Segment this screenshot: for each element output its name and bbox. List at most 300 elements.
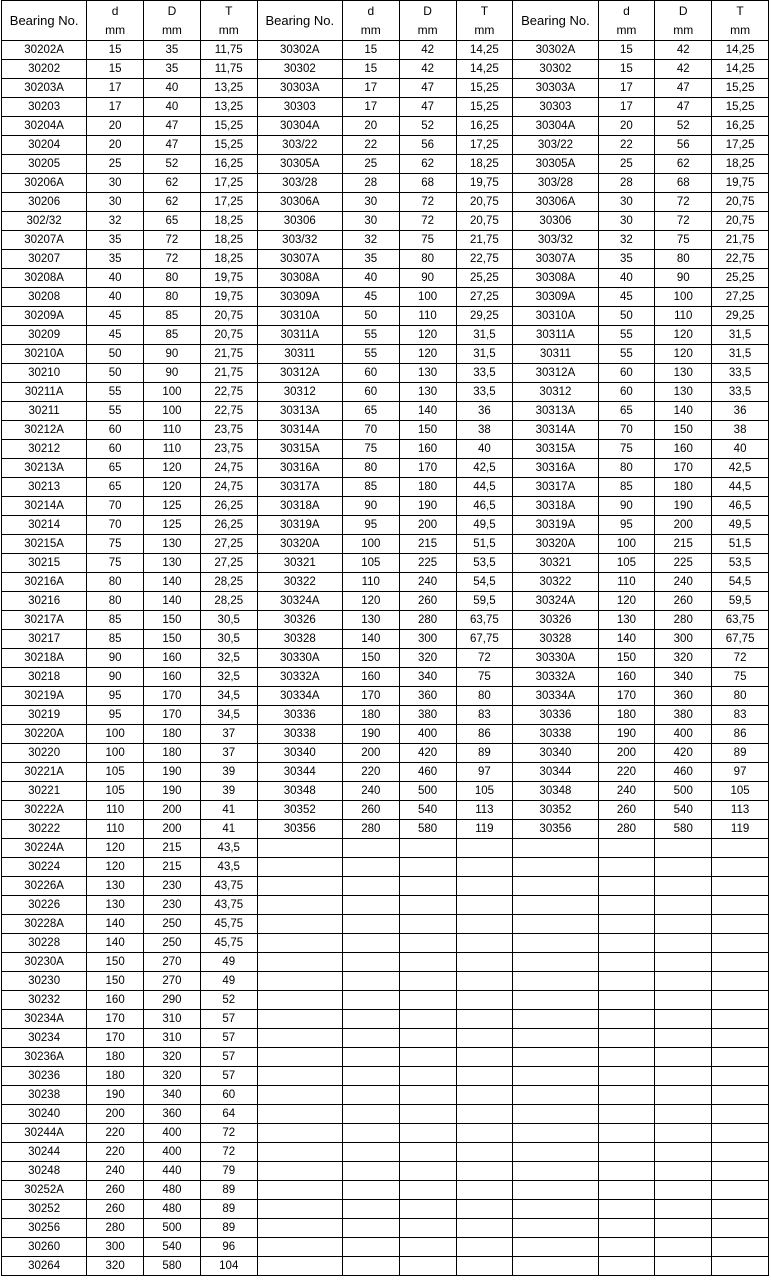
- table-row: [2, 573, 769, 592]
- cell-D: 380: [655, 706, 712, 725]
- cell-T: 20,75: [456, 212, 513, 231]
- cell-T: 18,25: [200, 212, 257, 231]
- cell-D: 80: [399, 250, 456, 269]
- empty-cell: [712, 934, 769, 953]
- empty-cell: [655, 1105, 712, 1124]
- cell-bearing-no: 30202A: [2, 41, 87, 60]
- cell-d: 20: [87, 136, 144, 155]
- empty-cell: [342, 1010, 399, 1029]
- empty-cell: [598, 1219, 655, 1238]
- empty-cell: [513, 896, 598, 915]
- cell-D: 400: [655, 725, 712, 744]
- cell-d: 110: [598, 573, 655, 592]
- cell-T: 43,5: [200, 858, 257, 877]
- empty-cell: [257, 1143, 342, 1162]
- header-width: [456, 1, 513, 41]
- cell-d: 90: [87, 668, 144, 687]
- cell-d: 75: [87, 535, 144, 554]
- cell-T: 97: [712, 763, 769, 782]
- header-D-label: D: [167, 3, 177, 18]
- empty-cell: [257, 1219, 342, 1238]
- cell-D: 130: [144, 554, 201, 573]
- cell-bearing-no: 30305A: [257, 155, 342, 174]
- cell-d: 140: [87, 915, 144, 934]
- cell-T: 18,25: [200, 250, 257, 269]
- cell-d: 55: [598, 345, 655, 364]
- cell-d: 28: [598, 174, 655, 193]
- cell-T: 79: [200, 1162, 257, 1181]
- cell-bearing-no: 30302: [257, 60, 342, 79]
- cell-d: 55: [342, 326, 399, 345]
- cell-T: 42,5: [712, 459, 769, 478]
- cell-D: 240: [399, 573, 456, 592]
- cell-bearing-no: 30312A: [257, 364, 342, 383]
- cell-bearing-no: 303/28: [513, 174, 598, 193]
- cell-T: 18,25: [712, 155, 769, 174]
- cell-D: 540: [399, 801, 456, 820]
- empty-cell: [257, 1200, 342, 1219]
- cell-D: 200: [144, 820, 201, 839]
- cell-D: 62: [144, 174, 201, 193]
- cell-D: 100: [144, 383, 201, 402]
- cell-bearing-no: 30344: [257, 763, 342, 782]
- cell-D: 215: [399, 535, 456, 554]
- cell-D: 35: [144, 41, 201, 60]
- empty-cell: [399, 915, 456, 934]
- cell-d: 15: [87, 41, 144, 60]
- empty-cell: [513, 1010, 598, 1029]
- table-row: [2, 269, 769, 288]
- cell-d: 220: [87, 1124, 144, 1143]
- cell-bearing-no: 30315A: [257, 440, 342, 459]
- cell-D: 90: [144, 345, 201, 364]
- cell-T: 31,5: [712, 326, 769, 345]
- cell-D: 320: [655, 649, 712, 668]
- cell-T: 22,75: [456, 250, 513, 269]
- empty-cell: [712, 1200, 769, 1219]
- empty-cell: [513, 1143, 598, 1162]
- cell-bearing-no: 30306: [257, 212, 342, 231]
- empty-cell: [712, 1029, 769, 1048]
- cell-bearing-no: 30215A: [2, 535, 87, 554]
- cell-T: 89: [456, 744, 513, 763]
- cell-d: 85: [87, 630, 144, 649]
- cell-d: 60: [598, 383, 655, 402]
- cell-T: 119: [712, 820, 769, 839]
- empty-cell: [513, 858, 598, 877]
- cell-bearing-no: 30217A: [2, 611, 87, 630]
- cell-bearing-no: 30236A: [2, 1048, 87, 1067]
- cell-d: 140: [598, 630, 655, 649]
- cell-D: 56: [655, 136, 712, 155]
- empty-cell: [456, 1029, 513, 1048]
- cell-bearing-no: 303/22: [513, 136, 598, 155]
- cell-d: 220: [598, 763, 655, 782]
- cell-T: 44,5: [456, 478, 513, 497]
- cell-D: 580: [399, 820, 456, 839]
- cell-bearing-no: 30308A: [513, 269, 598, 288]
- empty-cell: [399, 1181, 456, 1200]
- empty-cell: [598, 1086, 655, 1105]
- table-row: [2, 1181, 769, 1200]
- empty-cell: [513, 1105, 598, 1124]
- cell-T: 22,75: [200, 402, 257, 421]
- cell-bearing-no: 30221: [2, 782, 87, 801]
- cell-D: 360: [399, 687, 456, 706]
- cell-bearing-no: 30205: [2, 155, 87, 174]
- cell-d: 90: [598, 497, 655, 516]
- cell-T: 57: [200, 1029, 257, 1048]
- header-outer-diameter: [399, 1, 456, 41]
- cell-D: 130: [144, 535, 201, 554]
- empty-cell: [456, 1143, 513, 1162]
- table-row: [2, 1238, 769, 1257]
- cell-bearing-no: 30228A: [2, 915, 87, 934]
- cell-d: 200: [598, 744, 655, 763]
- cell-T: 38: [456, 421, 513, 440]
- empty-cell: [598, 1181, 655, 1200]
- cell-D: 40: [144, 98, 201, 117]
- cell-T: 80: [456, 687, 513, 706]
- empty-cell: [598, 896, 655, 915]
- cell-d: 160: [342, 668, 399, 687]
- header-d-label: d: [367, 3, 375, 18]
- cell-d: 17: [87, 79, 144, 98]
- table-row: [2, 934, 769, 953]
- cell-d: 130: [598, 611, 655, 630]
- empty-cell: [712, 877, 769, 896]
- cell-T: 21,75: [200, 345, 257, 364]
- header-bearing-no-label: Bearing No.: [265, 13, 335, 28]
- cell-D: 62: [655, 155, 712, 174]
- cell-T: 67,75: [712, 630, 769, 649]
- empty-cell: [712, 1257, 769, 1276]
- empty-cell: [342, 858, 399, 877]
- table-row: [2, 174, 769, 193]
- empty-cell: [513, 1067, 598, 1086]
- empty-cell: [399, 1029, 456, 1048]
- cell-d: 40: [87, 269, 144, 288]
- cell-D: 140: [144, 592, 201, 611]
- table-row: [2, 307, 769, 326]
- cell-bearing-no: 30313A: [257, 402, 342, 421]
- cell-bearing-no: 30252: [2, 1200, 87, 1219]
- cell-d: 80: [87, 592, 144, 611]
- table-row: [2, 611, 769, 630]
- table-row: [2, 953, 769, 972]
- empty-cell: [513, 1086, 598, 1105]
- cell-T: 33,5: [456, 364, 513, 383]
- cell-bearing-no: 30314A: [257, 421, 342, 440]
- cell-D: 47: [655, 79, 712, 98]
- cell-bearing-no: 30216A: [2, 573, 87, 592]
- empty-cell: [456, 991, 513, 1010]
- cell-bearing-no: 30256: [2, 1219, 87, 1238]
- cell-D: 230: [144, 896, 201, 915]
- cell-bearing-no: 30211: [2, 402, 87, 421]
- cell-bearing-no: 30336: [257, 706, 342, 725]
- cell-bearing-no: 30217: [2, 630, 87, 649]
- cell-bearing-no: 30324A: [257, 592, 342, 611]
- cell-d: 105: [342, 554, 399, 573]
- cell-d: 70: [87, 516, 144, 535]
- table-row: [2, 915, 769, 934]
- cell-bearing-no: 30309A: [257, 288, 342, 307]
- cell-D: 250: [144, 934, 201, 953]
- cell-d: 160: [598, 668, 655, 687]
- cell-T: 43,5: [200, 839, 257, 858]
- cell-D: 150: [144, 630, 201, 649]
- empty-cell: [342, 915, 399, 934]
- empty-cell: [598, 858, 655, 877]
- header-d-label: d: [111, 3, 119, 18]
- cell-T: 89: [200, 1219, 257, 1238]
- cell-T: 49,5: [456, 516, 513, 535]
- header-width: [200, 1, 257, 41]
- empty-cell: [513, 877, 598, 896]
- cell-T: 54,5: [456, 573, 513, 592]
- cell-d: 150: [342, 649, 399, 668]
- cell-bearing-no: 30302A: [257, 41, 342, 60]
- empty-cell: [712, 1238, 769, 1257]
- cell-T: 39: [200, 782, 257, 801]
- cell-d: 180: [598, 706, 655, 725]
- empty-cell: [257, 839, 342, 858]
- cell-d: 30: [87, 174, 144, 193]
- cell-bearing-no: 30307A: [257, 250, 342, 269]
- empty-cell: [513, 1219, 598, 1238]
- cell-D: 340: [399, 668, 456, 687]
- empty-cell: [655, 1181, 712, 1200]
- empty-cell: [655, 1010, 712, 1029]
- cell-d: 20: [598, 117, 655, 136]
- cell-d: 25: [342, 155, 399, 174]
- cell-T: 57: [200, 1048, 257, 1067]
- cell-bearing-no: 30352: [513, 801, 598, 820]
- cell-D: 150: [399, 421, 456, 440]
- table-row: [2, 516, 769, 535]
- cell-T: 41: [200, 820, 257, 839]
- cell-T: 21,75: [712, 231, 769, 250]
- cell-d: 60: [342, 364, 399, 383]
- table-row: [2, 858, 769, 877]
- cell-bearing-no: 30303: [513, 98, 598, 117]
- cell-T: 20,75: [200, 307, 257, 326]
- cell-d: 130: [87, 896, 144, 915]
- empty-cell: [513, 953, 598, 972]
- header-bearing-no-label: Bearing No.: [9, 13, 79, 28]
- cell-D: 190: [144, 782, 201, 801]
- empty-cell: [456, 1238, 513, 1257]
- empty-cell: [342, 1124, 399, 1143]
- cell-D: 85: [144, 307, 201, 326]
- table-row: [2, 345, 769, 364]
- empty-cell: [342, 1162, 399, 1181]
- empty-cell: [257, 1238, 342, 1257]
- cell-D: 85: [144, 326, 201, 345]
- table-row: [2, 554, 769, 573]
- cell-bearing-no: 30214A: [2, 497, 87, 516]
- cell-D: 160: [655, 440, 712, 459]
- cell-bearing-no: 30309A: [513, 288, 598, 307]
- cell-d: 40: [598, 269, 655, 288]
- cell-d: 170: [342, 687, 399, 706]
- table-row: [2, 1257, 769, 1276]
- cell-d: 65: [342, 402, 399, 421]
- empty-cell: [513, 934, 598, 953]
- cell-bearing-no: 30324A: [513, 592, 598, 611]
- cell-D: 160: [144, 668, 201, 687]
- header-bearing-no: [513, 1, 598, 41]
- cell-bearing-no: 30321: [513, 554, 598, 573]
- empty-cell: [456, 1181, 513, 1200]
- empty-cell: [456, 1257, 513, 1276]
- empty-cell: [712, 839, 769, 858]
- cell-T: 13,25: [200, 98, 257, 117]
- cell-d: 30: [342, 212, 399, 231]
- cell-d: 20: [342, 117, 399, 136]
- cell-bearing-no: 30320A: [257, 535, 342, 554]
- table-row: [2, 782, 769, 801]
- cell-d: 35: [342, 250, 399, 269]
- cell-T: 44,5: [712, 478, 769, 497]
- cell-d: 160: [87, 991, 144, 1010]
- cell-D: 240: [655, 573, 712, 592]
- cell-T: 41: [200, 801, 257, 820]
- cell-D: 180: [144, 725, 201, 744]
- cell-D: 42: [655, 41, 712, 60]
- empty-cell: [399, 934, 456, 953]
- header-D-label: D: [678, 3, 688, 18]
- empty-cell: [456, 1105, 513, 1124]
- cell-T: 37: [200, 725, 257, 744]
- cell-T: 49: [200, 953, 257, 972]
- cell-T: 57: [200, 1010, 257, 1029]
- cell-bearing-no: 30234A: [2, 1010, 87, 1029]
- empty-cell: [342, 972, 399, 991]
- empty-cell: [513, 915, 598, 934]
- cell-T: 24,75: [200, 478, 257, 497]
- empty-cell: [655, 1029, 712, 1048]
- cell-bearing-no: 30303: [257, 98, 342, 117]
- cell-bearing-no: 30204: [2, 136, 87, 155]
- empty-cell: [712, 991, 769, 1010]
- cell-D: 280: [655, 611, 712, 630]
- cell-bearing-no: 30306: [513, 212, 598, 231]
- cell-bearing-no: 30214: [2, 516, 87, 535]
- cell-bearing-no: 30322: [257, 573, 342, 592]
- cell-bearing-no: 30328: [257, 630, 342, 649]
- empty-cell: [399, 1162, 456, 1181]
- cell-bearing-no: 303/22: [257, 136, 342, 155]
- table-row: [2, 801, 769, 820]
- table-row: [2, 212, 769, 231]
- cell-D: 260: [655, 592, 712, 611]
- empty-cell: [399, 1238, 456, 1257]
- cell-d: 80: [342, 459, 399, 478]
- cell-d: 150: [598, 649, 655, 668]
- cell-d: 240: [342, 782, 399, 801]
- empty-cell: [342, 1067, 399, 1086]
- empty-cell: [456, 1200, 513, 1219]
- table-row: [2, 1010, 769, 1029]
- cell-bearing-no: 30209A: [2, 307, 87, 326]
- empty-cell: [655, 1067, 712, 1086]
- header-d-unit: mm: [105, 22, 126, 37]
- cell-bearing-no: 30316A: [257, 459, 342, 478]
- empty-cell: [456, 1086, 513, 1105]
- cell-T: 22,75: [712, 250, 769, 269]
- cell-bearing-no: 30322: [513, 573, 598, 592]
- cell-d: 60: [87, 421, 144, 440]
- cell-D: 300: [655, 630, 712, 649]
- empty-cell: [399, 1124, 456, 1143]
- cell-bearing-no: 30356: [257, 820, 342, 839]
- cell-T: 57: [200, 1067, 257, 1086]
- empty-cell: [257, 1105, 342, 1124]
- cell-d: 65: [598, 402, 655, 421]
- cell-bearing-no: 30224: [2, 858, 87, 877]
- cell-T: 30,5: [200, 630, 257, 649]
- header-bearing-no: [2, 1, 87, 41]
- cell-T: 42,5: [456, 459, 513, 478]
- cell-D: 460: [655, 763, 712, 782]
- empty-cell: [712, 915, 769, 934]
- cell-D: 200: [144, 801, 201, 820]
- cell-D: 400: [144, 1143, 201, 1162]
- cell-D: 72: [655, 212, 712, 231]
- empty-cell: [456, 1048, 513, 1067]
- cell-D: 280: [399, 611, 456, 630]
- empty-cell: [399, 1200, 456, 1219]
- cell-d: 25: [87, 155, 144, 174]
- empty-cell: [456, 972, 513, 991]
- cell-d: 190: [342, 725, 399, 744]
- cell-T: 26,25: [200, 497, 257, 516]
- cell-d: 45: [87, 326, 144, 345]
- cell-T: 51,5: [712, 535, 769, 554]
- cell-d: 105: [87, 763, 144, 782]
- empty-cell: [598, 953, 655, 972]
- cell-T: 54,5: [712, 573, 769, 592]
- cell-D: 400: [144, 1124, 201, 1143]
- cell-d: 220: [87, 1143, 144, 1162]
- cell-T: 19,75: [456, 174, 513, 193]
- empty-cell: [712, 1143, 769, 1162]
- cell-d: 260: [87, 1200, 144, 1219]
- cell-d: 35: [87, 250, 144, 269]
- empty-cell: [257, 991, 342, 1010]
- cell-T: 32,5: [200, 649, 257, 668]
- empty-cell: [399, 1105, 456, 1124]
- empty-cell: [342, 1219, 399, 1238]
- empty-cell: [257, 877, 342, 896]
- cell-d: 80: [598, 459, 655, 478]
- table-row: [2, 1124, 769, 1143]
- cell-D: 47: [399, 98, 456, 117]
- cell-D: 200: [399, 516, 456, 535]
- cell-bearing-no: 30344: [513, 763, 598, 782]
- cell-T: 21,75: [456, 231, 513, 250]
- empty-cell: [513, 1162, 598, 1181]
- cell-T: 45,75: [200, 915, 257, 934]
- cell-T: 33,5: [456, 383, 513, 402]
- cell-bearing-no: 30252A: [2, 1181, 87, 1200]
- empty-cell: [598, 1105, 655, 1124]
- cell-D: 580: [144, 1257, 201, 1276]
- empty-cell: [655, 1086, 712, 1105]
- cell-D: 150: [655, 421, 712, 440]
